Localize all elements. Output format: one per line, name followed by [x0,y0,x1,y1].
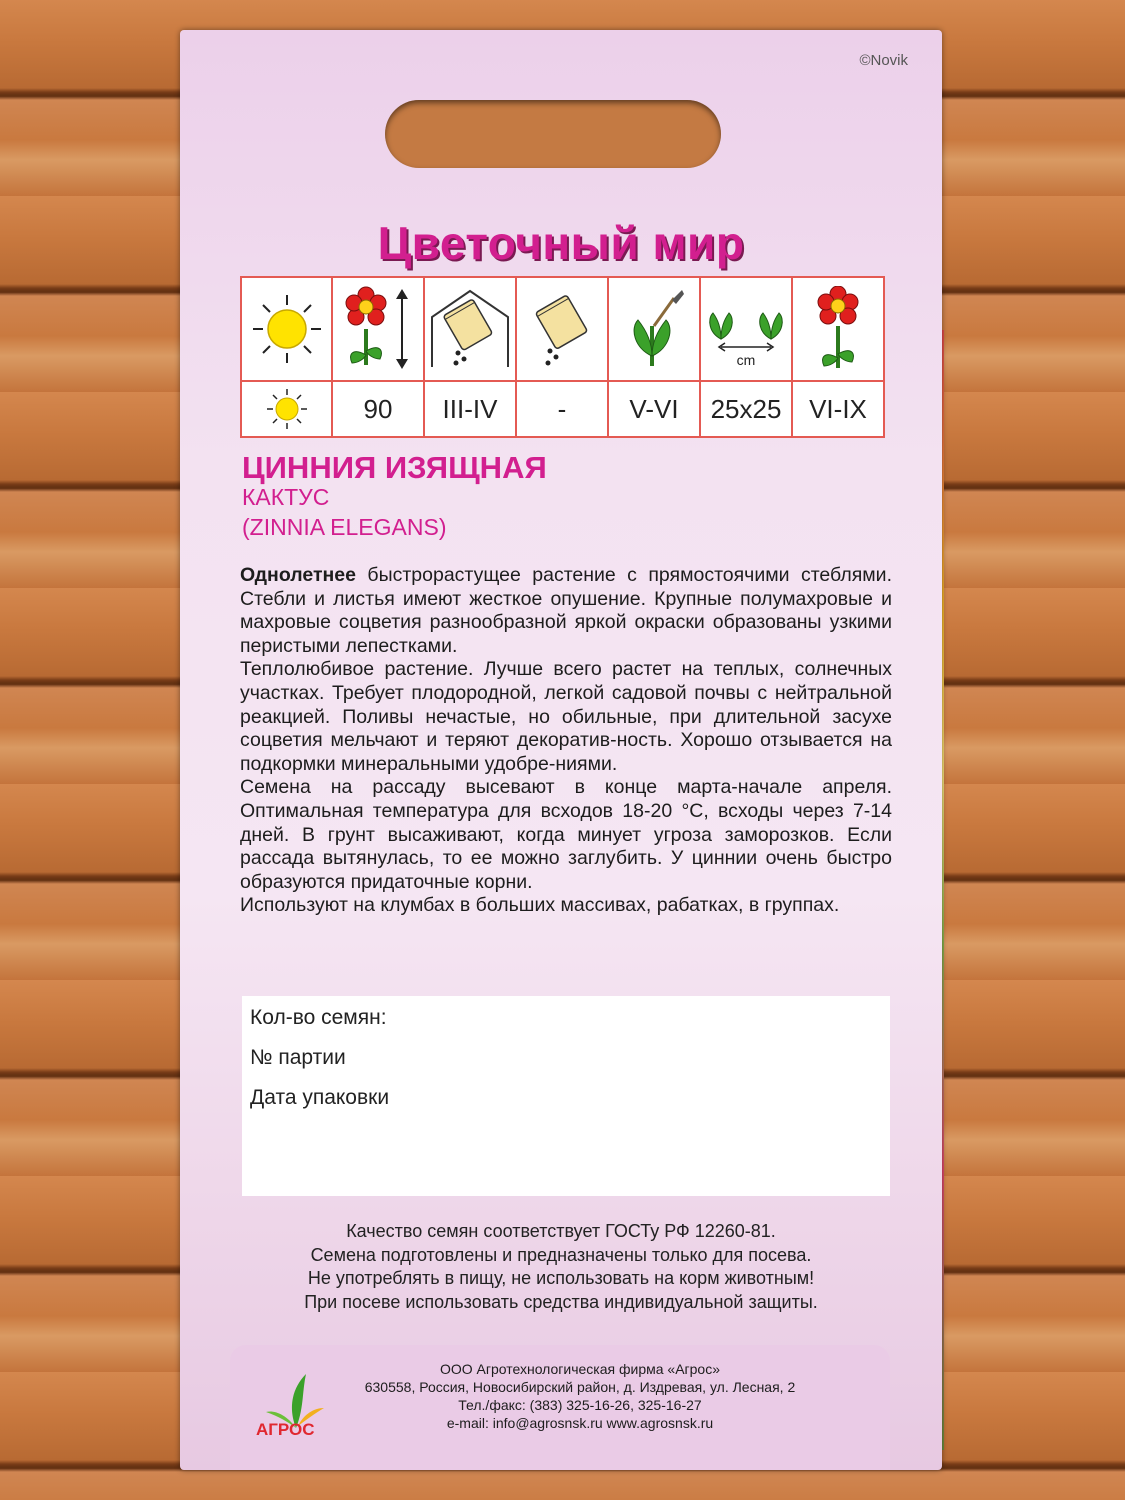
flower-icon [808,286,868,372]
seedling-trowel-icon [612,286,696,372]
height-value: 90 [332,381,424,437]
greenhouse-icon-cell [424,277,516,381]
sun-icon-cell [241,277,332,381]
seed-count-label: Кол-во семян: [250,1006,387,1029]
spacing-unit: cm [736,352,756,368]
company-contacts: e-mail: info@agrosnsk.ru www.agrosnsk.ru [446,1415,714,1431]
open-ground-sowing-value: - [516,381,608,437]
logo-text: АГРОС [256,1420,315,1439]
description-lead: Однолетнее [240,564,357,586]
hanger-hole [385,100,721,168]
planting-value: V-VI [608,381,700,437]
seed-packet-icon-cell [516,277,608,381]
greenhouse-sowing-value: III-IV [424,381,516,437]
product-latin-name: (ZINNIA ELEGANS) [242,514,447,540]
description-text: быстрорастущее растение с прямостоячими стеблями. Стебли и листья имеют жесткое опушение. Крупные полумахровые и махровые соцветия разнообразной яркой окраски образованы узкими перистыми лепестками. [240,564,892,657]
plant-spacing-icon [703,289,789,369]
quality-notice [180,1220,942,1314]
batch-info-box [242,996,890,1196]
pack-date-label: Дата упаковки [250,1086,390,1109]
flower-height-icon-cell [332,277,424,381]
company-phone: Тел./факс: (383) 325-16-26, 325-16-27 [458,1397,702,1413]
small-sun-icon [265,387,309,431]
batch-number-label: № партии [250,1046,346,1069]
company-info [340,1360,820,1432]
company-address: 630558, Россия, Новосибирский район, д. Издревая, ул. Лесная, 2 [364,1379,796,1395]
description-paragraph [240,564,892,658]
product-variety: КАКТУС [242,484,330,510]
description-paragraph: Теплолюбивое растение. Лучше всего растет на теплых, солнечных участках. Требует плодородной, легкой садовой почвы с нейтральной реакцией. Поливы нечастые, но обильные, при длительной засухе соцветия мельчают и теряют декоратив-ность. Хорошо отзывается на подкормки минеральными удобре-ниями. [240,658,892,775]
seedling-icon-cell [608,277,700,381]
company-name: ООО Агротехнологическая фирма «Агрос» [439,1361,721,1377]
spacing-value: 25x25 [700,381,792,437]
description [240,564,892,918]
seed-packet-icon [520,287,604,371]
series-title: Цветочный мир [377,217,745,269]
quality-line: При посеве использовать средства индивидуальной защиты. [304,1291,818,1312]
sun-icon [249,291,325,367]
description-paragraph: Семена на рассаду высевают в конце марта-начале апреля. Оптимальная температура для всходов 18-20 °С, всходы через 7-14 дней. В грунт высаживают, когда минует угроза заморозков. Если рассада вытянулась, то ее можно заглубить. У циннии очень быстро образуются придаточные корни. [240,776,892,893]
greenhouse-seed-packet-icon [428,287,512,371]
flower-height-icon [338,285,418,373]
growing-info-table [240,276,885,438]
quality-line: Качество семян соответствует ГОСТу РФ 12260-81. [346,1221,776,1241]
description-paragraph: Используют на клумбах в больших массивах, рабатках, в группах. [240,894,840,917]
flower-icon-cell [792,277,884,381]
copyright: ©Novik [859,52,908,69]
quality-line: Не употреблять в пищу, не использовать на корм животным! [307,1268,815,1289]
flowering-value: VI-IX [792,381,884,437]
spacing-icon-cell [700,277,792,381]
product-name: ЦИННИЯ ИЗЯЩНАЯ [242,450,547,485]
quality-line: Семена подготовлены и предназначены только для посева. [310,1244,812,1265]
light-value-cell [241,381,332,437]
seed-packet [180,30,942,1470]
